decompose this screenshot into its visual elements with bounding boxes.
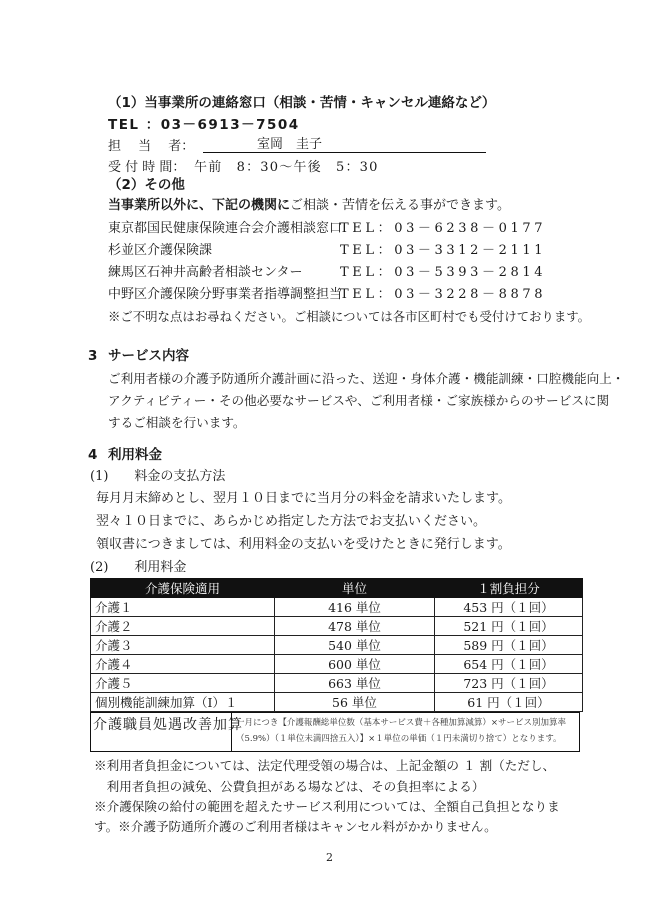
fees-note: ※介護保険の給付の範囲を超えたサービス利用については、全額自己負担となりま [94, 799, 560, 814]
cell-copay: 589 円（１回） [435, 636, 583, 655]
table-row [91, 693, 583, 712]
agency-tel: TEL：03－5393－2814 [340, 265, 547, 280]
cell-level: 介護２ [91, 617, 275, 636]
header-insurance: 介護保険適用 [91, 579, 275, 598]
agency-name: 中野区介護保険分野事業者指導調整担当 [108, 287, 343, 302]
cell-copay: 453 円（１回） [435, 598, 583, 617]
fees-note: 利用者負担の減免、公費負担がある場などは、その負担率による） [94, 779, 485, 794]
person-label: 担 当 者： [108, 139, 195, 154]
fees-note: す。※介護予防通所介護のご利用者様はキャンセル料がかかりません。 [94, 819, 497, 834]
service-line: ご利用者様の介護予防通所介護計画に沿った、送迎・身体介護・機能訓練・口腔機能向上・ [108, 371, 625, 386]
person-name: 室岡 圭子 [257, 137, 323, 152]
agency-tel: TEL：03－3312－2111 [340, 243, 547, 258]
page-number: 2 [326, 851, 333, 864]
table-row [91, 598, 583, 617]
person-underline [203, 138, 486, 153]
cell-units: 600 単位 [275, 655, 435, 674]
addon-box [90, 712, 580, 752]
fee-table-header-row [91, 579, 583, 598]
cell-copay: 654 円（１回） [435, 655, 583, 674]
service-heading: サービス内容 [108, 348, 189, 364]
contact-heading: （1）当事業所の連絡窓口（相談・苦情・キャンセル連絡など） [108, 95, 496, 111]
payment-line: 翌々１０日までに、あらかじめ指定した方法でお支払いください。 [96, 514, 487, 529]
table-row [91, 617, 583, 636]
cell-level: 介護５ [91, 674, 275, 693]
addon-description: 一月につき【介護報酬総単位数（基本サービス費＋各種加算減算）×サービス別加算率（5.9%）（１単位未満四捨五入）】×１単位の単価（１円未満切り捨て）となります。 [231, 713, 579, 751]
service-heading-num: 3 [88, 348, 98, 364]
payment-heading: (1) 料金の支払方法 [90, 469, 226, 484]
other-note: ※ご不明な点はお尋ねください。ご相談については各市区町村でも受付けております。 [108, 309, 590, 324]
cell-units: 478 単位 [275, 617, 435, 636]
cell-level: 介護４ [91, 655, 275, 674]
contact-tel: TEL ：03－6913－7504 [108, 117, 300, 133]
cell-units: 416 単位 [275, 598, 435, 617]
table-row [91, 636, 583, 655]
table-row [91, 674, 583, 693]
agency-tel: TEL：03－3228－8878 [340, 287, 547, 302]
other-intro [108, 198, 510, 214]
payment-line: 領収書につきましては、利用料金の支払いを受けたときに発行します。 [96, 537, 511, 552]
cell-units: 540 単位 [275, 636, 435, 655]
other-heading: （2）その他 [108, 177, 185, 193]
fees-heading: 利用料金 [108, 447, 162, 463]
agency-name: 東京都国民健康保険連合会介護相談窓口 [108, 221, 343, 236]
table-heading: (2) 利用料金 [90, 560, 187, 575]
cell-level: 介護３ [91, 636, 275, 655]
cell-copay: 61 円（１回） [435, 693, 583, 712]
cell-units: 663 単位 [275, 674, 435, 693]
payment-line: 毎月月末締めとし、翌月１０日までに当月分の料金を請求いたします。 [96, 491, 511, 506]
agency-tel: TEL：03－6238－0177 [340, 221, 547, 236]
header-units: 単位 [275, 579, 435, 598]
agency-name: 杉並区介護保険課 [108, 243, 213, 258]
table-row [91, 655, 583, 674]
fees-heading-num: 4 [88, 447, 98, 463]
other-intro-bold: 当事業所以外に、下記の機関に [108, 198, 291, 213]
agency-name: 練馬区石神井高齢者相談センター [108, 265, 303, 280]
hours-value: 午前 8：30～午後 5：30 [194, 160, 379, 175]
service-line: するご相談を行います。 [108, 415, 246, 430]
hours-label: 受 付 時 間： [108, 160, 186, 175]
cell-level: 個別機能訓練加算（Ⅰ）１ [91, 693, 275, 712]
addon-label: 介護職員処遇改善加算 [93, 717, 243, 733]
cell-level: 介護１ [91, 598, 275, 617]
fees-note: ※利用者負担金については、法定代理受領の場合は、上記金額の １ 割（ただし、 [94, 758, 556, 773]
cell-copay: 521 円（１回） [435, 617, 583, 636]
header-copay: １割負担分 [435, 579, 583, 598]
other-intro-rest: ご相談・苦情を伝える事ができます。 [290, 198, 510, 213]
cell-copay: 723 円（１回） [435, 674, 583, 693]
fee-table [90, 578, 583, 712]
service-line: アクティビティー・その他必要なサービスや、ご利用者様・ご家族様からのサービスに関 [108, 393, 610, 408]
cell-units: 56 単位 [275, 693, 435, 712]
